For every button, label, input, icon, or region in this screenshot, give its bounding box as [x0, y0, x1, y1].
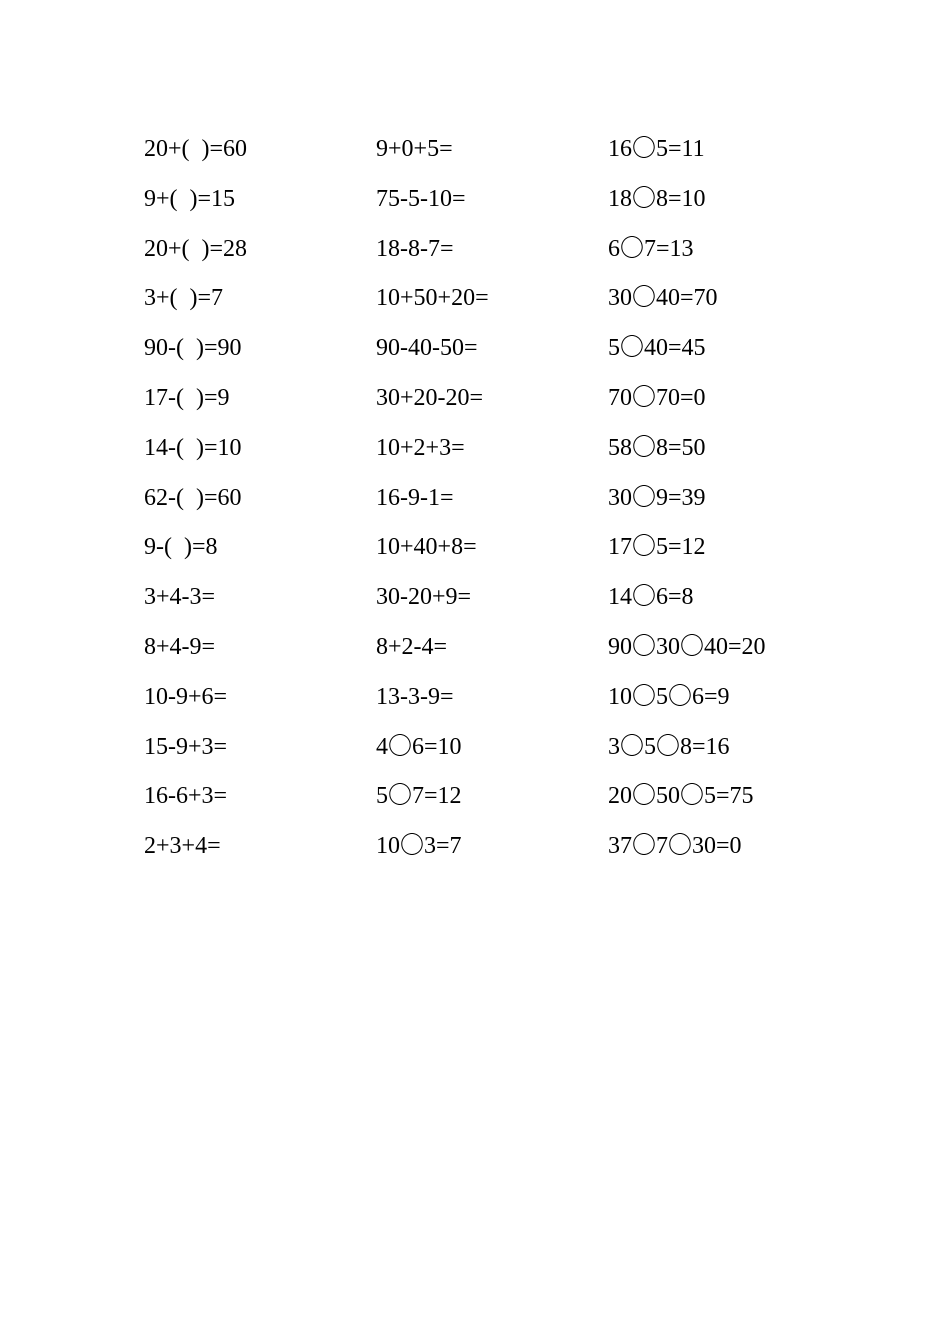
math-problem: 30-20+9=: [376, 584, 472, 611]
math-problem: 10〇3=7: [376, 833, 462, 860]
problem-column-3: [608, 130, 838, 877]
math-problem: 14-( )=10: [144, 434, 242, 461]
math-problem: 30〇40=70: [608, 285, 718, 312]
math-problem: 5〇7=12: [376, 783, 462, 810]
math-problem: 16〇5=11: [608, 136, 705, 162]
math-problem: 90〇30〇40=20: [608, 633, 766, 660]
math-problem: 9-( )=8: [144, 534, 218, 561]
math-problem: 9+( )=15: [144, 185, 236, 212]
problem-column-1: [144, 130, 374, 877]
math-problem: 62-( )=60: [144, 484, 242, 511]
math-problem: 13-3-9=: [376, 683, 454, 710]
math-problem: 8+2-4=: [376, 633, 448, 660]
math-problem: 3〇5〇8=16: [608, 733, 730, 760]
math-problem: 17〇5=12: [608, 534, 706, 561]
math-problem: 90-( )=90: [144, 335, 242, 362]
math-problem: 14〇6=8: [608, 584, 694, 611]
math-problem: 18-8-7=: [376, 235, 454, 262]
math-problem: 15-9+3=: [144, 733, 228, 760]
math-problem: 3+4-3=: [144, 584, 216, 611]
math-problem: 20+( )=60: [144, 136, 248, 162]
math-problem: 10+50+20=: [376, 285, 489, 312]
math-problem: 90-40-50=: [376, 335, 478, 362]
math-problem: 30+20-20=: [376, 384, 484, 411]
math-problem: 8+4-9=: [144, 633, 216, 660]
math-problem: 58〇8=50: [608, 434, 706, 461]
problem-column-2: [376, 130, 606, 877]
math-problem: 10-9+6=: [144, 683, 228, 710]
math-problem: 3+( )=7: [144, 285, 224, 312]
math-problem: 16-9-1=: [376, 484, 454, 511]
math-problem: 9+0+5=: [376, 136, 453, 162]
math-problem: 4〇6=10: [376, 733, 462, 760]
math-problem: 5〇40=45: [608, 335, 706, 362]
math-problem: 20+( )=28: [144, 235, 248, 262]
math-problem: 10+40+8=: [376, 534, 477, 561]
math-problem: 2+3+4=: [144, 833, 221, 860]
math-problem: 16-6+3=: [144, 783, 228, 810]
math-problem: 17-( )=9: [144, 384, 230, 411]
math-problem: 6〇7=13: [608, 235, 694, 262]
math-problem: 10〇5〇6=9: [608, 683, 730, 710]
math-problem: 75-5-10=: [376, 185, 466, 212]
math-problem: 70〇70=0: [608, 384, 706, 411]
math-problem: 10+2+3=: [376, 434, 465, 461]
math-problem: 37〇7〇30=0: [608, 833, 742, 860]
math-problem: 20〇50〇5=75: [608, 783, 754, 810]
math-problem: 30〇9=39: [608, 484, 706, 511]
math-problem: 18〇8=10: [608, 185, 706, 212]
